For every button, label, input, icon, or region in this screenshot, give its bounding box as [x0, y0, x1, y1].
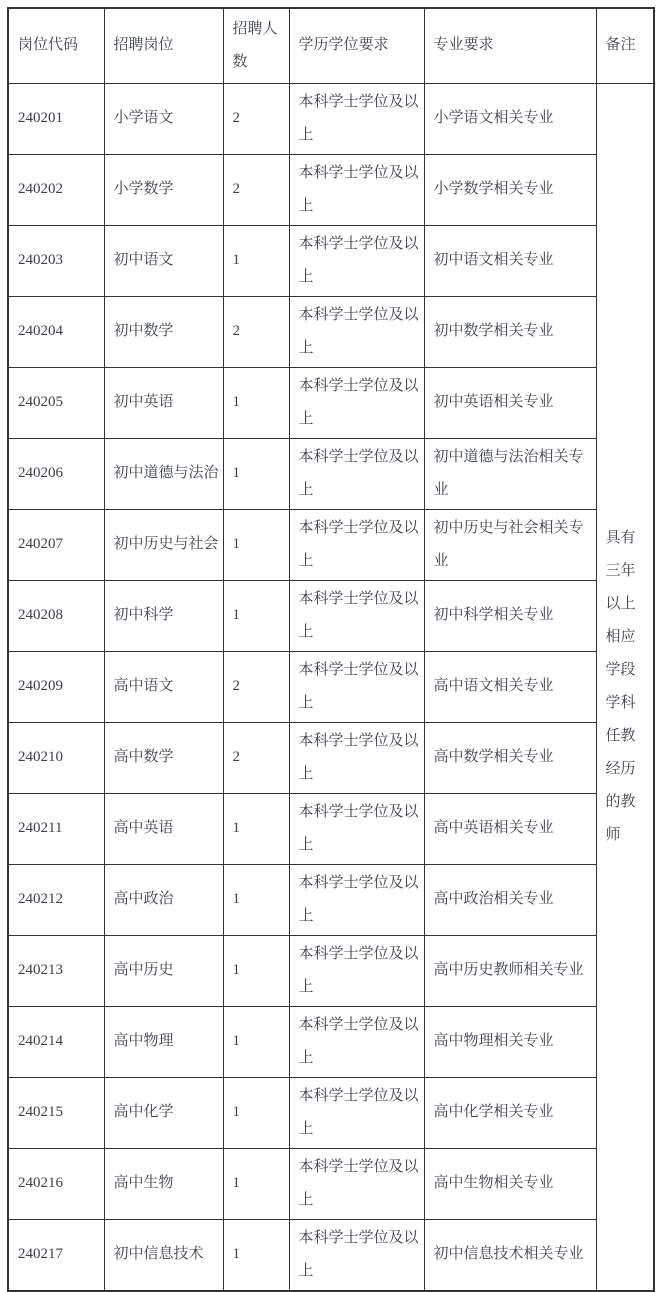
table-row — [8, 1006, 654, 1077]
headcount-cell: 1 — [223, 1148, 289, 1219]
position-code-cell: 240203 — [8, 225, 104, 296]
position-name-cell: 高中语文 — [104, 651, 223, 722]
column-header-education-requirement: 学历学位要求 — [289, 8, 424, 83]
table-row — [8, 864, 654, 935]
major-cell: 初中道德与法治相关专业 — [424, 438, 596, 509]
table-row — [8, 722, 654, 793]
position-code-cell: 240210 — [8, 722, 104, 793]
headcount-cell: 1 — [223, 225, 289, 296]
education-cell: 本科学士学位及以上 — [289, 1148, 424, 1219]
major-cell: 高中生物相关专业 — [424, 1148, 596, 1219]
position-code-cell: 240217 — [8, 1219, 104, 1291]
column-header-remark: 备注 — [596, 8, 654, 83]
position-code-cell: 240201 — [8, 83, 104, 154]
major-cell: 初中英语相关专业 — [424, 367, 596, 438]
education-cell: 本科学士学位及以上 — [289, 935, 424, 1006]
table-row — [8, 296, 654, 367]
column-header-position-code: 岗位代码 — [8, 8, 104, 83]
major-cell: 初中语文相关专业 — [424, 225, 596, 296]
major-cell: 小学语文相关专业 — [424, 83, 596, 154]
headcount-cell: 1 — [223, 1077, 289, 1148]
position-code-cell: 240207 — [8, 509, 104, 580]
table-row — [8, 580, 654, 651]
table-row — [8, 651, 654, 722]
education-cell: 本科学士学位及以上 — [289, 722, 424, 793]
education-cell: 本科学士学位及以上 — [289, 864, 424, 935]
remark-cell: 具有三年以上相应学段学科任教经历的教师 — [596, 83, 654, 1291]
position-name-cell: 高中历史 — [104, 935, 223, 1006]
major-cell: 初中科学相关专业 — [424, 580, 596, 651]
major-cell: 初中历史与社会相关专业 — [424, 509, 596, 580]
position-code-cell: 240205 — [8, 367, 104, 438]
headcount-cell: 2 — [223, 651, 289, 722]
position-code-cell: 240208 — [8, 580, 104, 651]
position-code-cell: 240202 — [8, 154, 104, 225]
position-name-cell: 高中政治 — [104, 864, 223, 935]
position-name-cell: 初中英语 — [104, 367, 223, 438]
position-code-cell: 240211 — [8, 793, 104, 864]
position-name-cell: 高中化学 — [104, 1077, 223, 1148]
headcount-cell: 2 — [223, 83, 289, 154]
table-row — [8, 509, 654, 580]
table-row — [8, 935, 654, 1006]
table-row — [8, 1148, 654, 1219]
position-name-cell: 高中数学 — [104, 722, 223, 793]
table-row — [8, 1219, 654, 1291]
headcount-cell: 1 — [223, 793, 289, 864]
major-cell: 高中英语相关专业 — [424, 793, 596, 864]
table-row — [8, 154, 654, 225]
position-code-cell: 240209 — [8, 651, 104, 722]
position-name-cell: 初中信息技术 — [104, 1219, 223, 1291]
education-cell: 本科学士学位及以上 — [289, 83, 424, 154]
education-cell: 本科学士学位及以上 — [289, 651, 424, 722]
education-cell: 本科学士学位及以上 — [289, 1077, 424, 1148]
major-cell: 初中信息技术相关专业 — [424, 1219, 596, 1291]
position-code-cell: 240206 — [8, 438, 104, 509]
recruitment-table — [7, 7, 655, 1292]
major-cell: 高中历史教师相关专业 — [424, 935, 596, 1006]
table-row — [8, 438, 654, 509]
education-cell: 本科学士学位及以上 — [289, 580, 424, 651]
position-code-cell: 240204 — [8, 296, 104, 367]
position-code-cell: 240213 — [8, 935, 104, 1006]
position-code-cell: 240212 — [8, 864, 104, 935]
headcount-cell: 1 — [223, 935, 289, 1006]
column-header-major-requirement: 专业要求 — [424, 8, 596, 83]
headcount-cell: 1 — [223, 367, 289, 438]
position-name-cell: 初中历史与社会 — [104, 509, 223, 580]
position-code-cell: 240216 — [8, 1148, 104, 1219]
column-header-position-name: 招聘岗位 — [104, 8, 223, 83]
position-name-cell: 小学数学 — [104, 154, 223, 225]
headcount-cell: 2 — [223, 154, 289, 225]
major-cell: 高中语文相关专业 — [424, 651, 596, 722]
education-cell: 本科学士学位及以上 — [289, 225, 424, 296]
headcount-cell: 1 — [223, 438, 289, 509]
position-name-cell: 初中道德与法治 — [104, 438, 223, 509]
position-name-cell: 初中语文 — [104, 225, 223, 296]
headcount-cell: 1 — [223, 580, 289, 651]
table-row — [8, 225, 654, 296]
major-cell: 初中数学相关专业 — [424, 296, 596, 367]
table-row — [8, 793, 654, 864]
headcount-cell: 1 — [223, 509, 289, 580]
position-name-cell: 小学语文 — [104, 83, 223, 154]
education-cell: 本科学士学位及以上 — [289, 509, 424, 580]
position-name-cell: 高中英语 — [104, 793, 223, 864]
table-row — [8, 1077, 654, 1148]
headcount-cell: 1 — [223, 1006, 289, 1077]
table-row — [8, 367, 654, 438]
headcount-cell: 1 — [223, 1219, 289, 1291]
position-name-cell: 高中生物 — [104, 1148, 223, 1219]
education-cell: 本科学士学位及以上 — [289, 793, 424, 864]
education-cell: 本科学士学位及以上 — [289, 438, 424, 509]
headcount-cell: 1 — [223, 864, 289, 935]
major-cell: 高中化学相关专业 — [424, 1077, 596, 1148]
table-row — [8, 83, 654, 154]
header-row — [8, 8, 654, 83]
education-cell: 本科学士学位及以上 — [289, 1219, 424, 1291]
position-name-cell: 高中物理 — [104, 1006, 223, 1077]
major-cell: 高中政治相关专业 — [424, 864, 596, 935]
position-name-cell: 初中数学 — [104, 296, 223, 367]
education-cell: 本科学士学位及以上 — [289, 296, 424, 367]
position-name-cell: 初中科学 — [104, 580, 223, 651]
education-cell: 本科学士学位及以上 — [289, 367, 424, 438]
major-cell: 小学数学相关专业 — [424, 154, 596, 225]
headcount-cell: 2 — [223, 722, 289, 793]
education-cell: 本科学士学位及以上 — [289, 1006, 424, 1077]
position-code-cell: 240215 — [8, 1077, 104, 1148]
headcount-cell: 2 — [223, 296, 289, 367]
education-cell: 本科学士学位及以上 — [289, 154, 424, 225]
major-cell: 高中数学相关专业 — [424, 722, 596, 793]
position-code-cell: 240214 — [8, 1006, 104, 1077]
column-header-headcount: 招聘人数 — [223, 8, 289, 83]
major-cell: 高中物理相关专业 — [424, 1006, 596, 1077]
